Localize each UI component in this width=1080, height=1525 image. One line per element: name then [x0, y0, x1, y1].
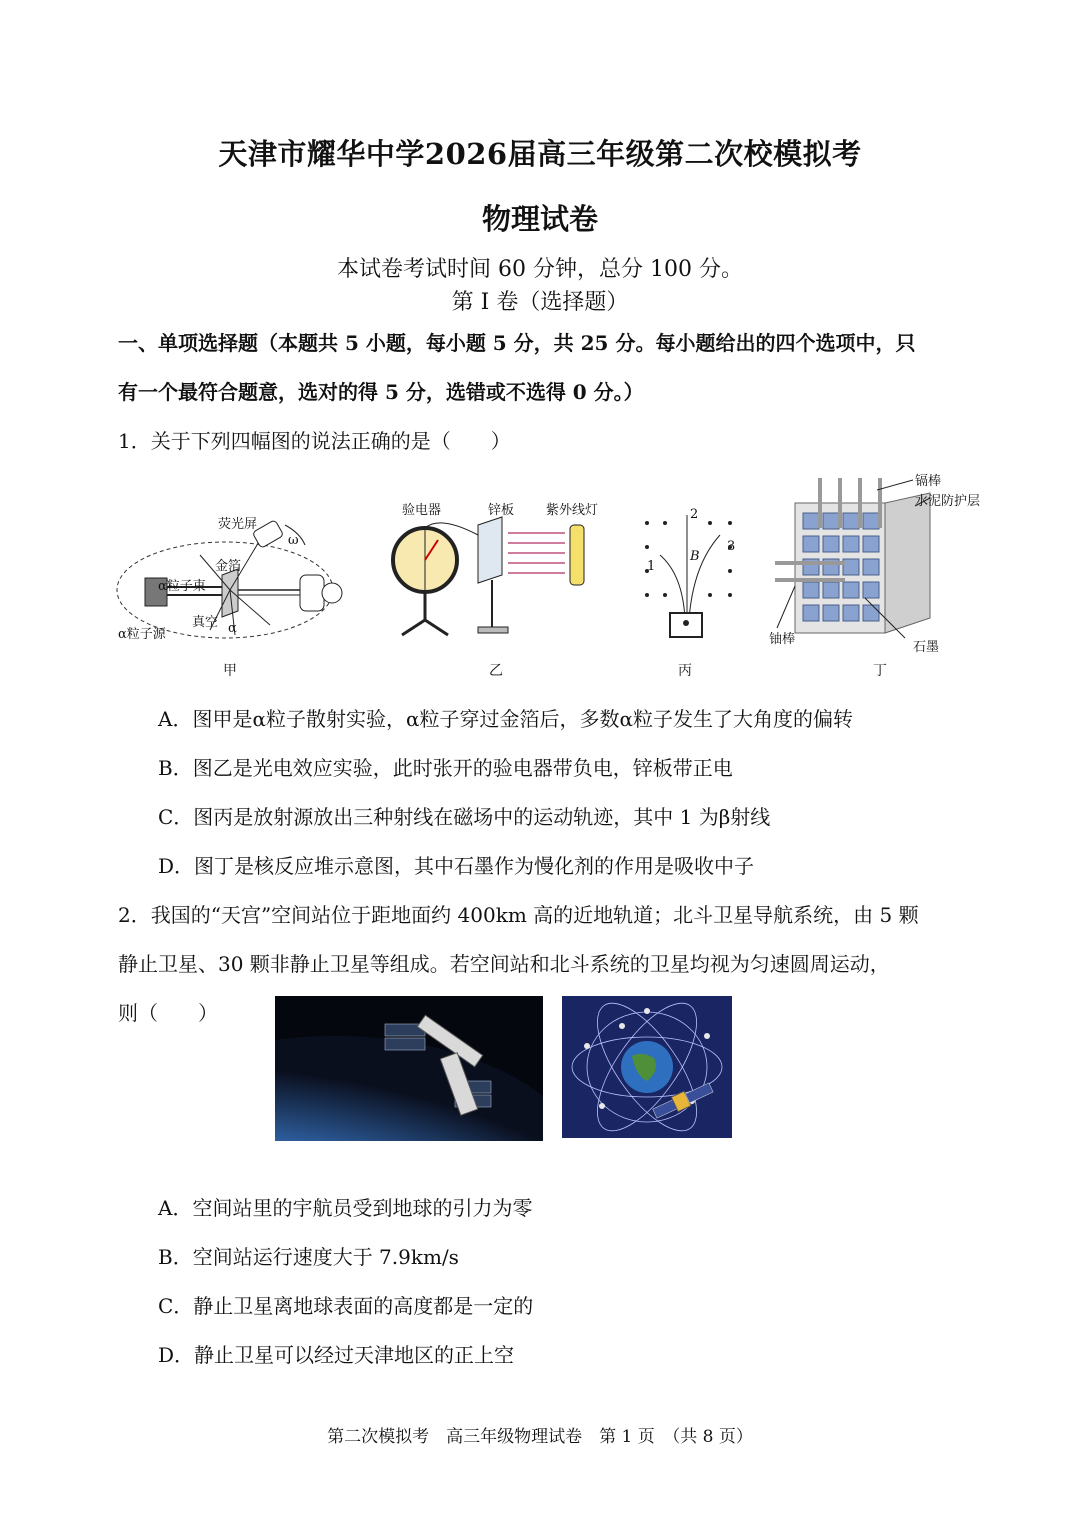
part-heading: 第 I 卷（选择题） [451, 290, 629, 315]
space-station-image [275, 996, 543, 1141]
label-uranium-rod: 铀棒 [769, 632, 796, 647]
label-alpha-beam: α粒子束 [158, 579, 206, 594]
q2-option-c: C．静止卫星离地球表面的高度都是一定的 [158, 1294, 534, 1318]
q1-option-d: D．图丁是核反应堆示意图，其中石墨作为慢化剂的作用是吸收中子 [158, 854, 755, 878]
q2-option-d: D．静止卫星可以经过天津地区的正上空 [158, 1343, 515, 1367]
label-electroscope: 验电器 [402, 503, 442, 518]
label-zinc-plate: 锌板 [488, 503, 515, 518]
label-graphite: 石墨 [913, 640, 940, 655]
q1-option-b: B．图乙是光电效应实验，此时张开的验电器带负电，锌板带正电 [158, 756, 733, 780]
q1-option-c: C．图丙是放射源放出三种射线在磁场中的运动轨迹，其中 1 为β射线 [158, 805, 771, 829]
q2-option-b: B．空间站运行速度大于 7.9km/s [158, 1245, 459, 1269]
label-field-b: B [690, 549, 700, 564]
q2-option-a: A．空间站里的宇航员受到地球的引力为零 [158, 1196, 533, 1220]
label-omega: ω [288, 533, 299, 548]
section-heading-line2: 有一个最符合题意，选对的得 5 分，选错或不选得 0 分。） [118, 380, 644, 404]
label-uv-lamp: 紫外线灯 [546, 503, 599, 518]
section-heading-line1: 一、单项选择题（本题共 5 小题，每小题 5 分，共 25 分。每小题给出的四个选项中，只 [118, 331, 916, 355]
label-fluorescent-screen: 荧光屏 [218, 517, 258, 532]
label-cadmium-rod: 镉棒 [915, 474, 942, 489]
figure-bing [635, 495, 745, 685]
q1-stem: 1．关于下列四幅图的说法正确的是（ ） [118, 429, 511, 453]
page-footer: 第二次模拟考 高三年级物理试卷 第 1 页 （共 8 页） [327, 1427, 753, 1447]
q2-stem-line1: 2．我国的“天宫”空间站位于距地面约 400km 高的近地轨道；北斗卫星导航系统，由 5 颗 [118, 903, 919, 927]
label-track-2: 2 [690, 507, 699, 522]
caption-jia: 甲 [223, 663, 237, 679]
q1-option-a: A．图甲是α粒子散射实验，α粒子穿过金箔后，多数α粒子发生了大角度的偏转 [158, 707, 853, 731]
label-gold-foil: 金箔 [215, 559, 242, 574]
figure-ding [765, 468, 995, 685]
caption-yi: 乙 [489, 663, 503, 679]
label-concrete-shield: 水泥防护层 [915, 494, 981, 509]
label-track-1: 1 [647, 559, 656, 574]
label-vacuum: 真空 [192, 615, 219, 630]
figure-yi [380, 495, 620, 685]
label-track-3: 3 [727, 539, 736, 554]
figure-jia [110, 495, 350, 685]
beidou-satellite-image [562, 996, 732, 1138]
caption-bing: 丙 [678, 663, 692, 679]
exam-time-info: 本试卷考试时间 60 分钟，总分 100 分。 [337, 257, 743, 282]
caption-ding: 丁 [873, 663, 887, 679]
q2-stem-line2: 静止卫星、30 颗非静止卫星等组成。若空间站和北斗系统的卫星均视为匀速圆周运动， [118, 952, 890, 976]
label-alpha: α [228, 621, 237, 636]
exam-title: 天津市耀华中学2026届高三年级第二次校模拟考 [218, 137, 862, 171]
exam-subject: 物理试卷 [481, 202, 598, 236]
q2-stem-line3: 则（ ） [118, 1001, 218, 1025]
label-alpha-source: α粒子源 [118, 627, 166, 642]
